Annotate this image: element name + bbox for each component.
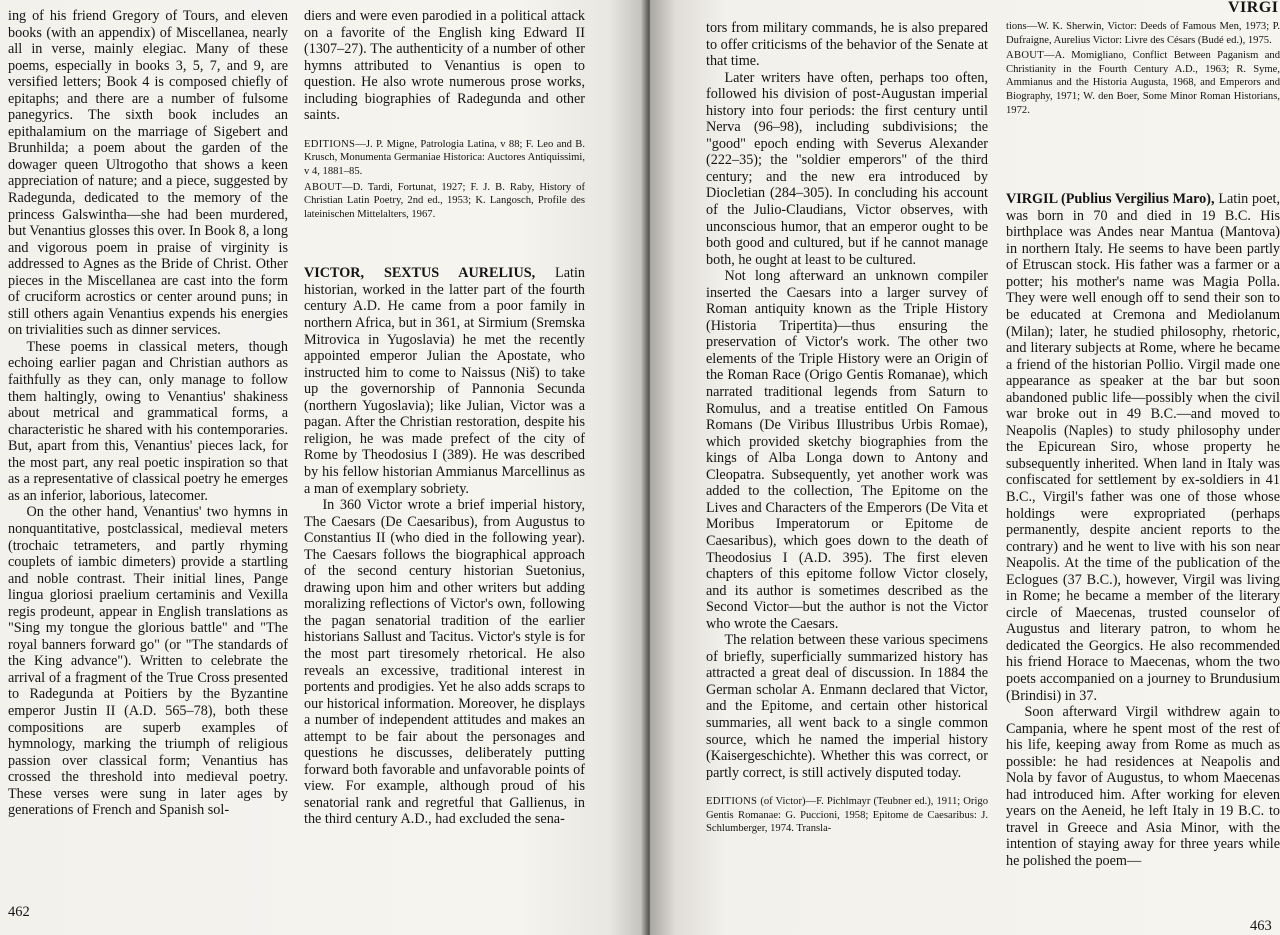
editions-note — [706, 795, 988, 836]
page-number-right: 463 — [1250, 918, 1272, 934]
about-label: ABOUT — [304, 181, 342, 193]
editions-text: (of Victor)—F. Pichlmayr (Teubner ed.), 1911; Origo Gentis Romanae: G. Puccioni, 1958; Epitome de Caesaribus: J. Schlumberger, 1974. Transla- — [706, 796, 988, 835]
entry-title: VIRGIL (Publius Vergilius Maro), — [1006, 191, 1215, 208]
about-text: —A. Momigliano, Conflict Between Paganism and Christianity in the Fourth Century A.D., 1963; R. Syme, Ammianus and the Historia Augusta, 1968, and Emperors and Biography, 1971; W. den Boer, Some Minor Roman Historians, 1972. — [1006, 50, 1280, 116]
paragraph: These poems in classical meters, though echoing earlier pagan and Christian authors as faithfully as they can, only manage to follow them haltingly, owing to Venantius' shakiness about metrical and grammatical forms, a characteristic he shared with his contemporaries. But, apart from this, Venantius' pieces lack, for the most part, any real poetic inspiration so that as a representative of classical poetry he emerges as an inferior, laborious, latecomer. — [8, 338, 288, 504]
paragraph: Soon afterward Virgil withdrew again to Campania, where he spent most of the rest of his life, keeping away from Rome as much as possible: he had residences at Neapolis and Nola by favor of Augustus, to whom Maecenas had introduced him. After working for eleven years on the Aeneid, he left Italy in 19 B.C. to travel in Greece and Asia Minor, with the intention of staying away for three years while he polished the poem— — [1006, 704, 1280, 870]
left-page-column-1 — [8, 8, 288, 896]
paragraph: tors from military commands, he is also prepared to offer criticisms of the behavior of the Senate at that time. — [706, 20, 988, 70]
editions-text: —J. P. Migne, Patrologia Latina, v 88; F. Leo and B. Krusch, Monumenta Germaniae Historica: Auctores Antiquissimi, v 4, 1881–85. — [304, 138, 585, 178]
paragraph: On the other hand, Venantius' two hymns in nonquantitative, postclassical, medieval meters (trochaic tetrameters, and partly rhyming couplets of iambic dimeters) provide a startling and noble contrast. Their initial lines, Pange lingua gloriosi praelium certaminis and Vexilla regis prodeunt, appear in English translations as "Sing my tongue the glorious battle" and "The royal banners forward go" (or "The standards of the King advance"). Written to celebrate the arrival of a fragment of the True Cross presented to Radegunda at Poitiers by the Byzantine emperor Justin II (A.D. 565–78), both these compositions are superb examples of hymnology, marking the triumph of religious passion over classical form; Venantius has crossed the threshold into medieval poetry. These verses were sung in later ages by generations of French and Spanish sol- — [8, 504, 288, 819]
about-note — [1006, 49, 1280, 117]
translations-note: tions—W. K. Sherwin, Victor: Deeds of Famous Men, 1973; P. Dufraigne, Aurelius Victor: Livre des Césars (Budé ed.), 1975. — [1006, 21, 1280, 46]
editions-label: EDITIONS — [304, 138, 356, 150]
right-page-column-1 — [706, 20, 988, 910]
paragraph: The relation between these various specimens of briefly, superficially summarized history has attracted a great deal of discussion. In 1884 the German scholar A. Enmann declared that Victor, and the Epitome, and certain other historical summaries, all went back to a single common source, which he named the imperial history (Kaisergeschichte). Whether this was correct, or partly correct, is still actively disputed today. — [706, 632, 988, 781]
running-head: VIRGI — [1228, 0, 1279, 16]
right-page-column-2 — [1006, 20, 1280, 916]
about-label: ABOUT — [1006, 50, 1044, 62]
paragraph: ing of his friend Gregory of Tours, and eleven books (with an appendix) of Miscellanea, nearly all in verse, mainly elegiac. Many of these poems, especially in books 3, 5, 7, and 9, are versified letters; Book 4 is composed chiefly of epitaphs; and there are a number of fulsome panegyrics. The sixth book includes an epithalamium on the marriage of Sigebert and Brunhilda; a poem about the garden of the dowager queen Ultrogotho that shows a keen appreciation of nature; and a piece, suggested by Radegunda, dedicated to the memory of the princess Galswintha—she had been murdered, but Venantius glosses this over. In Book 8, a long and vigorous poem in praise of virginity is addressed to Agnes as the Bride of Christ. Other pieces in the Miscellanea are cast into the form of cruciform acrostics or center around puns; in still others again Venantius expends his energies on trivialities such as dinner services. — [8, 8, 288, 339]
page-number-left: 462 — [8, 904, 30, 920]
editions-note — [304, 138, 585, 179]
entry-text: Latin historian, worked in the latter part of the fourth century A.D. He came from a poor family in northern Africa, but in 361, at Sirmium (Sremska Mitrovica in Yugoslavia) he met the recently appointed emperor Julian the Apostate, who instructed him to come to Naissus (Niš) to take up the governorship of Pannonia Secunda (northern Yugoslavia); like Julian, Victor was a pagan. After the Christian restoration, despite his religion, he was made prefect of the city of Rome by Theodosius I (389). He was described by his fellow historian Ammianus Marcellinus as a man of exemplary sobriety. — [304, 265, 585, 497]
right-page — [650, 0, 1280, 935]
editions-label: EDITIONS — [706, 796, 758, 808]
about-text: —D. Tardi, Fortunat, 1927; F. J. B. Raby, History of Christian Latin Poetry, 2nd ed., 1953; K. Langosch, Profile des lateinischen Mittelalters, 1967. — [304, 181, 585, 220]
entry-virgil — [1006, 191, 1280, 704]
entry-title: VICTOR, SEXTUS AURELIUS, — [304, 265, 536, 282]
paragraph: Not long afterward an unknown compiler inserted the Caesars into a larger survey of Roman antiquity known as the Triple History (Historia Tripertita)—thus ensuring the preservation of Victor's work. The other two elements of the Triple History were an Origin of the Roman Race (Origo Gentis Romanae), which narrated traditional legends from Saturn to Romulus, and a treatise entitled On Famous Romans (De Viribus Illustribus Urbis Romae), which provided sketchy biographies from the kings of Alba Longa down to Antony and Cleopatra. Subsequently, yet another work was added to the collection, The Epitome on the Lives and Characters of the Emperors (De Vita et Moribus Imperatorum or Epitome de Caesaribus), which goes down to the death of Theodosius I (A.D. 395). The first eleven chapters of this epitome follow Victor closely, and its author is sometimes described as the Second Victor—but the author is not the Victor who wrote the Caesars. — [706, 268, 988, 632]
about-note — [304, 181, 585, 222]
paragraph: In 360 Victor wrote a brief imperial history, The Caesars (De Caesaribus), from Augustus to Constantius II (who died in the following year). The Caesars follows the biographical approach of the second century historian Suetonius, drawing upon him and other writers but adding moralizing reflections of Victor's own, following the pagan senatorial tradition of the earlier historians Sallust and Tacitus. Victor's style is for the most part tiresomely rhetorical. He also reveals an excessive, traditional interest in portents and prodigies. Yet he also adds scraps to our historical information. Moreover, he displays a number of independent attitudes and makes an attempt to be fair about the personages and questions he discusses, deliberately putting forward both favorable and unfavorable points of view. For example, although proud of his senatorial rank and regretful that Gallienus, in the third century A.D., had excluded the sena- — [304, 497, 585, 828]
paragraph: Later writers have often, perhaps too often, followed his division of post-Augustan imperial history into four periods: the first century until Nerva (96–98), including subdivisions; the "good" epoch ending with Severus Alexander (222–35); the "soldier emperors" of the third century; and the new era introduced by Diocletian (284–305). In concluding his account of the Julio-Claudians, Victor observes, with unconscious humor, that an emperor ought to be both good and cultured, but if he cannot manage both, he ought at least to be cultured. — [706, 69, 988, 268]
left-page-column-2 — [304, 8, 585, 896]
entry-victor — [304, 265, 585, 497]
paragraph: diers and were even parodied in a political attack on a favorite of the English king Edward II (1307–27). The authenticity of a number of other hymns attributed to Venantius is open to question. He also wrote numerous prose works, including biographies of Radegunda and other saints. — [304, 8, 585, 124]
entry-text: Latin poet, was born in 70 and died in 19 B.C. His birthplace was Andes near Mantua (Mantova) in northern Italy. He seems to have been partly of Etruscan stock. His father was a farmer or a potter; his mother's name was Magia Polla. They were well enough off to send their son to be educated at Cremona and Mediolanum (Milan); later, he studied philosophy, rhetoric, and literary subjects at Rome, where he became a friend of the historian Pollio. Virgil made one appearance as speaker at the bar but soon abandoned public life—possibly when the civil war broke out in 49 B.C.—and moved to Neapolis (Naples) to study philosophy under the Epicurean Siro, whose property he subsequently inherited. When land in Italy was confiscated for settlement by ex-soldiers in 41 B.C., Virgil's father was one of those whose holdings were expropriated (perhaps permanently, despite ancient reports to the contrary) and he went to live with his son near Neapolis. At the time of the publication of the Eclogues (37 B.C.), however, Virgil was living in Rome; he became a member of the literary circle of Maecenas, trusted counselor of Augustus and literary patron, to whom he dedicated the Georgics. He also recommended his friend Horace to Maecenas, whom the two poets accompanied on a journey to Brundusium (Brindisi) in 37. — [1006, 191, 1280, 704]
